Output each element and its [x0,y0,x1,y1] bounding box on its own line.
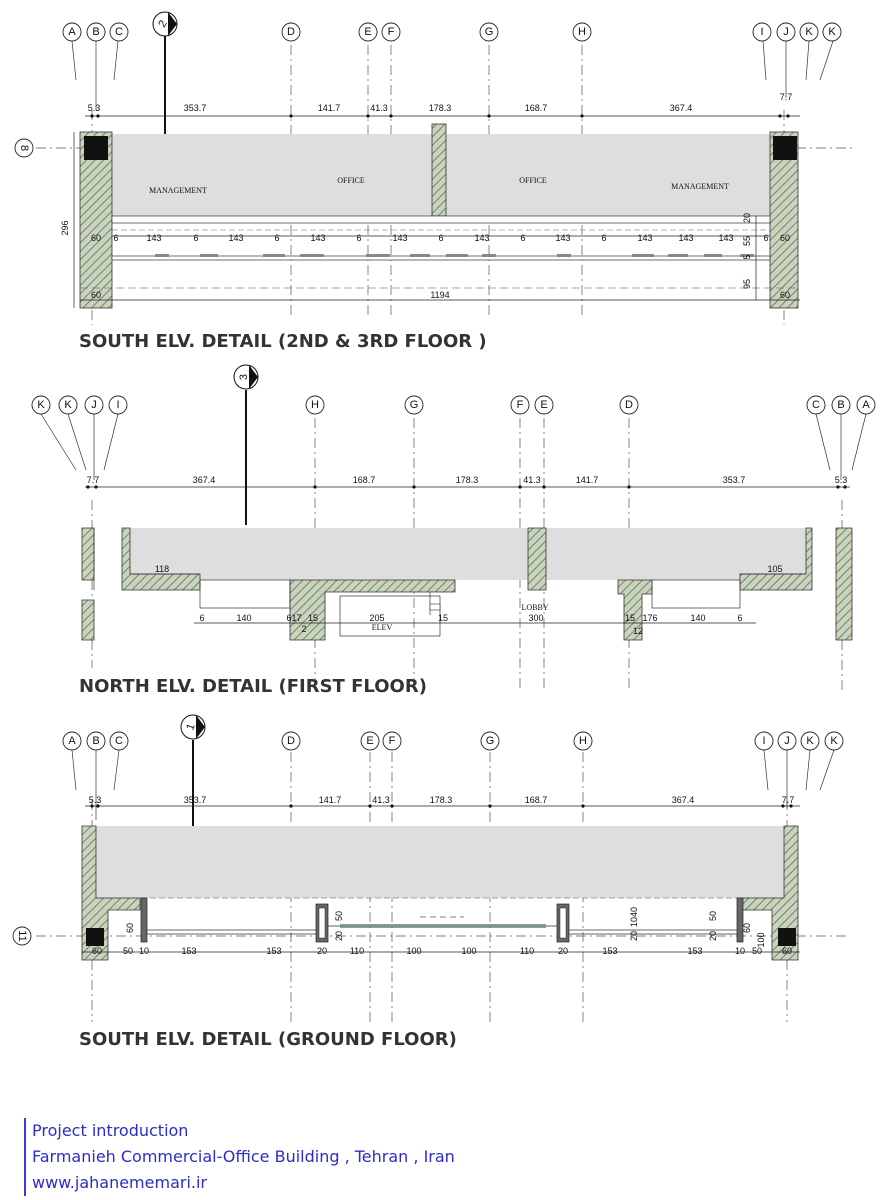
svg-text:3: 3 [238,373,250,381]
grid-bubble-label: K [37,399,45,411]
dimension-label: 5.3 [87,103,101,113]
svg-text:50: 50 [334,910,344,922]
svg-text:153: 153 [266,946,282,956]
svg-text:60: 60 [90,233,102,243]
grid-bubble-label: K [806,735,814,747]
dimension-label: 353.7 [183,103,207,113]
svg-text:6: 6 [274,233,280,243]
grid-bubble-label: E [540,399,548,411]
grid-bubble-label: A [68,735,76,747]
panel-title: NORTH ELV. DETAIL (FIRST FLOOR) [79,676,427,697]
grid-bubble-label: I [762,735,766,747]
grid-bubble-label: I [760,26,764,38]
svg-text:15: 15 [307,613,319,623]
section-mark [181,715,205,840]
svg-text:6: 6 [199,613,205,623]
svg-text:55: 55 [742,235,752,247]
grid-bubble-label: F [388,735,396,747]
panel-title: SOUTH ELV. DETAIL (2ND & 3RD FLOOR ) [79,331,487,352]
svg-text:20: 20 [708,930,718,942]
svg-text:50: 50 [751,946,763,956]
svg-text:5: 5 [742,254,752,260]
svg-text:50: 50 [122,946,134,956]
svg-text:143: 143 [637,233,653,243]
panel-south-upper [15,12,855,352]
room-label: OFFICE [337,176,365,185]
svg-text:60: 60 [91,946,103,956]
dimension-label: 367.4 [669,103,693,113]
elevator-label: ELEV [371,623,393,632]
grid-bubble-label: J [91,399,97,411]
grid-bubble-label: J [783,26,789,38]
svg-text:15: 15 [624,613,636,623]
dimension-label: 5.3 [834,475,848,485]
svg-text:60: 60 [781,946,793,956]
svg-text:153: 153 [602,946,618,956]
svg-text:6: 6 [193,233,199,243]
svg-text:10: 10 [138,946,150,956]
svg-text:6: 6 [356,233,362,243]
dimension-label: 353.7 [722,475,746,485]
grid-bubble-label: K [830,735,838,747]
svg-text:10: 10 [629,916,639,928]
svg-text:60: 60 [742,922,752,934]
grid-bubble-label: B [92,735,100,747]
svg-text:6: 6 [520,233,526,243]
svg-text:143: 143 [474,233,490,243]
dimension-label: 41.3 [372,795,390,805]
grid-bubble-label: B [92,26,100,38]
dimension-label: 41.3 [523,475,541,485]
grid-bubble-label: E [364,26,372,38]
svg-text:12: 12 [632,626,644,636]
svg-text:60: 60 [779,233,791,243]
svg-text:153: 153 [181,946,197,956]
svg-text:143: 143 [146,233,162,243]
caption-heading: Project introduction [32,1121,189,1140]
grid-bubble-label: K [828,26,836,38]
grid-bubble-label: C [812,399,820,411]
svg-text:1: 1 [184,722,198,732]
svg-text:296: 296 [60,220,70,236]
svg-text:110: 110 [519,946,535,956]
svg-text:143: 143 [678,233,694,243]
grid-bubble-label: H [311,399,319,411]
svg-text:60: 60 [125,922,135,934]
svg-text:60: 60 [779,290,791,300]
grid-bubble-label: C [115,26,123,38]
svg-text:2: 2 [301,624,307,634]
svg-text:140: 140 [690,613,706,623]
svg-text:143: 143 [555,233,571,243]
grid-bubble-label: D [287,735,295,747]
grid-bubble-label: K [805,26,813,38]
svg-text:176: 176 [642,613,658,623]
dimension-label: 168.7 [524,103,548,113]
row-bubble-label: 8 [18,144,30,152]
svg-text:40: 40 [629,906,639,918]
dimension-label: 178.3 [428,103,452,113]
caption-website-link[interactable]: www.jahanememari.ir [32,1173,208,1192]
room-label: MANAGEMENT [149,186,207,195]
dimension-label: 7.7 [781,795,795,805]
room-label: MANAGEMENT [671,182,729,191]
room-label: OFFICE [519,176,547,185]
section-mark [153,12,177,150]
svg-text:20: 20 [557,946,569,956]
dimension-label: 178.3 [429,795,453,805]
grid-bubble-label: B [837,399,845,411]
svg-text:6: 6 [737,613,743,623]
dimension-label: 168.7 [524,795,548,805]
grid-bubble-label: C [115,735,123,747]
svg-text:20: 20 [334,930,344,942]
grid-bubble-label: A [862,399,870,411]
grid-bubble-label: J [784,735,790,747]
dimension-label: 367.4 [671,795,695,805]
svg-text:205: 205 [369,613,385,623]
grid-bubble-label: G [485,735,495,747]
grid-bubble-label: E [366,735,374,747]
svg-text:143: 143 [718,233,734,243]
dimension-label: 5.3 [88,795,102,805]
svg-text:50: 50 [708,910,718,922]
svg-text:2: 2 [156,18,170,30]
svg-text:6: 6 [113,233,119,243]
svg-text:143: 143 [310,233,326,243]
svg-text:110: 110 [349,946,365,956]
grid-bubble-label: H [579,735,587,747]
panel-north [32,365,875,697]
svg-text:20: 20 [316,946,328,956]
svg-text:10: 10 [734,946,746,956]
grid-bubble-label: A [68,26,76,38]
panel-south-ground [13,715,850,1050]
svg-text:6: 6 [438,233,444,243]
grid-bubble-label: F [516,399,524,411]
svg-text:6: 6 [763,233,769,243]
dimension-label: 367.4 [192,475,216,485]
lobby-label: LOBBY [521,603,549,612]
dimension-label: 168.7 [352,475,376,485]
svg-text:140: 140 [236,613,252,623]
dimension-label: 141.7 [318,795,342,805]
grid-bubble-label: F [387,26,395,38]
row-bubble-label: 11 [16,930,28,942]
svg-text:60: 60 [90,290,102,300]
svg-text:6: 6 [601,233,607,243]
dimension-label: 178.3 [455,475,479,485]
dimension-label: 7.7 [779,92,793,102]
caption-project-name: Farmanieh Commercial-Office Building , Tehran , Iran [32,1147,455,1166]
dimension-label: 353.7 [183,795,207,805]
grid-bubble-label: K [64,399,72,411]
project-caption [24,1118,455,1196]
grid-bubble-label: G [484,26,494,38]
svg-text:15: 15 [437,613,449,623]
svg-text:143: 143 [392,233,408,243]
svg-text:20: 20 [629,930,639,942]
dimension-label: 141.7 [575,475,599,485]
dimension-label: 7.7 [86,475,100,485]
svg-text:105: 105 [767,564,783,574]
svg-text:143: 143 [228,233,244,243]
dimension-label: 41.3 [370,103,388,113]
svg-text:100: 100 [406,946,422,956]
svg-text:100: 100 [461,946,477,956]
panel-title: SOUTH ELV. DETAIL (GROUND FLOOR) [79,1029,457,1050]
overall-dimension: 1194 [430,290,450,300]
svg-text:20: 20 [742,212,752,224]
dimension-label: 141.7 [317,103,341,113]
svg-text:95: 95 [742,278,752,290]
svg-text:300: 300 [528,613,544,623]
grid-bubble-label: D [287,26,295,38]
grid-bubble-label: D [625,399,633,411]
grid-bubble-label: I [116,399,120,411]
svg-text:617: 617 [286,613,302,623]
grid-bubble-label: H [578,26,586,38]
grid-bubble-label: G [409,399,419,411]
svg-text:153: 153 [687,946,703,956]
svg-text:100: 100 [756,932,766,948]
svg-text:118: 118 [154,564,170,574]
section-mark [234,365,258,525]
